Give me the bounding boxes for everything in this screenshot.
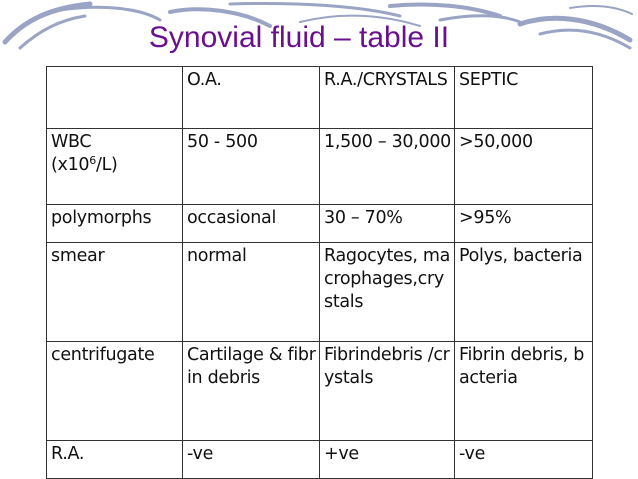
table-cell: >50,000 <box>455 129 593 205</box>
table-cell: Polys, bacteria <box>455 243 593 342</box>
row-label-polymorphs: polymorphs <box>47 205 183 243</box>
row-label-centrifugate: centrifugate <box>47 342 183 441</box>
wbc-unit-exponent: 6 <box>89 154 96 167</box>
table-cell: >95% <box>455 205 593 243</box>
wbc-unit-prefix: (x10 <box>51 155 90 175</box>
table-cell: -ve <box>183 441 320 479</box>
row-label-smear: smear <box>47 243 183 342</box>
header-cell-ra-cryst: R.A./CRYSTALS <box>320 67 455 129</box>
synovial-fluid-table <box>46 66 593 479</box>
header-cell-septic: SEPTIC <box>455 67 593 129</box>
table-cell: +ve <box>320 441 455 479</box>
table-row <box>47 129 593 205</box>
page-title: Synovial fluid – table II <box>148 21 450 54</box>
table-cell: 50 - 500 <box>183 129 320 205</box>
header-cell-empty <box>47 67 183 129</box>
table-cell: 1,500 – 30,000 <box>320 129 455 205</box>
table-cell: normal <box>183 243 320 342</box>
table-cell: Cartilage & fibrin debris <box>183 342 320 441</box>
row-label-wbc <box>47 129 183 205</box>
table-row <box>47 243 593 342</box>
table-cell: Ragocytes, macrophages,crystals <box>320 243 455 342</box>
table-cell: occasional <box>183 205 320 243</box>
table-cell: Fibrin debris, bacteria <box>455 342 593 441</box>
table-cell: -ve <box>455 441 593 479</box>
wbc-unit-suffix: /L) <box>95 155 118 175</box>
table-row <box>47 342 593 441</box>
header-cell-oa: O.A. <box>183 67 320 129</box>
table-header-row <box>47 67 593 129</box>
wbc-label: WBC <box>51 132 92 152</box>
row-label-ra: R.A. <box>47 441 183 479</box>
table-cell: Fibrindebris /crystals <box>320 342 455 441</box>
table-row <box>47 441 593 479</box>
table-cell: 30 – 70% <box>320 205 455 243</box>
table-row <box>47 205 593 243</box>
